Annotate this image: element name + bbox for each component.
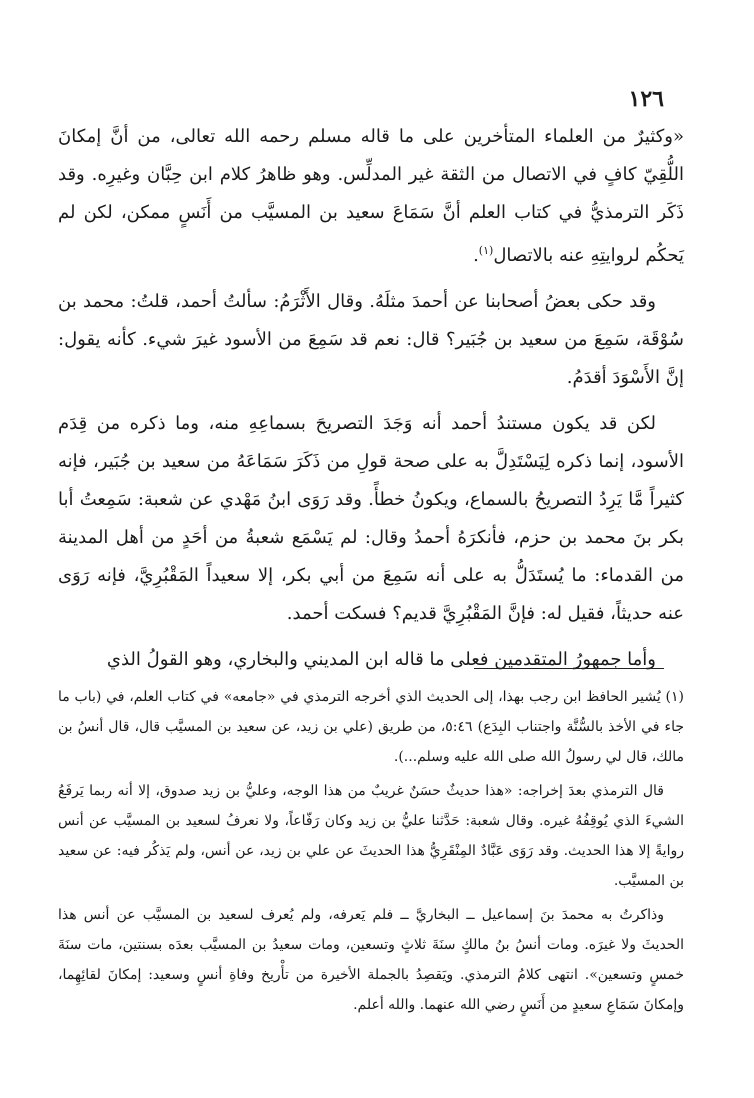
paragraph: «وكثيرٌ من العلماء المتأخرين على ما قاله مسلم رحمه الله تعالى، من أنَّ إمكانَ اللُّقِيّ كافٍ في الاتصال من الثقة غير المدلِّس. وهو ظاهرُ كلام ابن حِبَّان وغيرِه. وقد ذَكَر الترمذيُّ في كتاب العلم أنَّ سَمَاعَ سعيد بن المسيَّب من أَنَسٍ ممكن، لكن لم يَحكُم لروايتِهِ عنه بالاتصال$^{(١)}$. xyxy=(58,126,684,266)
footnote-paragraph: قال الترمذي بعدَ إخراجه: «هذا حديثٌ حسَنٌ غريبٌ من هذا الوجه، وعليُّ بن زيد صدوق، إلا أنه ربما يَرفَعُ الشيءَ الذي يُوقِفُهُ غيره. وقال شعبة: حَدَّثنا عليُّ بن زيد وكان رَفّاعاً، ولا نعرفُ لسعيد بن المسيَّب عن أنس روايةً إلا هذا الحديث. وقد رَوَى عَبَّادٌ المِنْقَرِيُّ هذا الحديثَ عن علي بن زيد، عن أنس، ولم يَذكُر فيه: عن سعيد بن المسيَّب. xyxy=(58,783,684,889)
page-number: ١٢٦ xyxy=(628,86,664,112)
paragraph: وقد حكى بعضُ أصحابنا عن أحمدَ مثلَهُ. وقال الأَثْرَمُ: سألتُ أحمد، قلتُ: محمد بن سُوْقَة، سَمِعَ من سعيد بن جُبَير؟ قال: نعم قد سَمِعَ من الأسود غيرَ شيء. كأنه يقول: إنَّ الأَسْوَدَ أقدَمُ. xyxy=(58,291,684,388)
paragraph: لكن قد يكون مستندُ أحمد أنه وَجَدَ التصريحَ بسماعِهِ منه، وما ذكره من قِدَم الأسود، إنما ذكره لِيَسْتَدِلَّ به على صحة قولِ من ذَكَرَ سَمَاعَهُ من سعيد بن جُبَير، فإنه كثيراً مَّا يَرِدُ التصريحُ بالسماع، ويكونُ خطأً. وقد رَوَى ابنُ مَهْدي عن شعبة: سَمِعتُ أبا بكر بنَ محمد بن حزم، فأنكرَهُ أحمدُ وقال: لم يَسْمَع شعبةُ من أحَدٍ من أهل المدينة من القدماء: ما يُستَدَلُّ به على أنه سَمِعَ من أبي بكر، إلا سعيداً المَقْبُرِيَّ، فإنه رَوَى عنه حديثاً، فقيل له: فإنَّ المَقْبُرِيَّ قديم؟ فسكت أحمد. xyxy=(58,413,684,624)
footnote-reference: (١) xyxy=(478,244,494,257)
paragraph-text: «وكثيرٌ من العلماء المتأخرين على ما قاله مسلم رحمه الله تعالى، من أنَّ إمكانَ اللُّقِيّ كافٍ في الاتصال من الثقة غير المدلِّس. وهو ظاهرُ كلام ابن حِبَّان وغيرِه. وقد ذَكَر الترمذيُّ في كتاب العلم أنَّ سَمَاعَ سعيد بن المسيَّب من أَنَسٍ ممكن، لكن لم يَحكُم لروايتِهِ عنه بالاتصال xyxy=(58,126,684,266)
footnote-paragraph: وذاكرتُ به محمدَ بنَ إسماعيل ــ البخاريَّ ــ فلم يَعرفه، ولم يُعرف لسعيد بن المسيَّب عن أنس هذا الحديثَ ولا غيرَه. ومات أنسُ بنُ مالكٍ سنَةَ ثلاثٍ وتسعين، ومات سعيدُ بن المسيَّب بعدَه بسنتين، مات سنَةَ خمسٍ وتسعين». انتهى كلامُ الترمذي. ويَقصِدُ بالجملة الأخيرة من تأْريخ وفاةِ أنسٍ وسعيد: إمكانَ لقائِهِما، وإمكانَ سَمَاعِ سعيدٍ من أَنَسٍ رضي الله عنهما. والله أعلم. xyxy=(58,907,684,1013)
main-text xyxy=(58,118,684,687)
footnotes xyxy=(58,682,684,1024)
paragraph: وأما جمهورُ المتقدمين فعلى ما قاله ابن المديني والبخاري، وهو القولُ الذي xyxy=(106,649,656,670)
footnote-paragraph: (١) يُشير الحافظ ابن رجب بهذا، إلى الحديث الذي أخرجه الترمذي في «جامعه» في كتاب العلم، في (باب ما جاء في الأخذ بالسُّنَّة واجتناب البِدَع) ٥:٤٦، من طريق (علي بن زيد، عن سعيد بن المسيَّب قال، قال أنسُ بن مالك، قال لي رسولُ الله صلى الله عليه وسلم...). xyxy=(58,689,684,765)
footnote-separator xyxy=(474,668,664,669)
